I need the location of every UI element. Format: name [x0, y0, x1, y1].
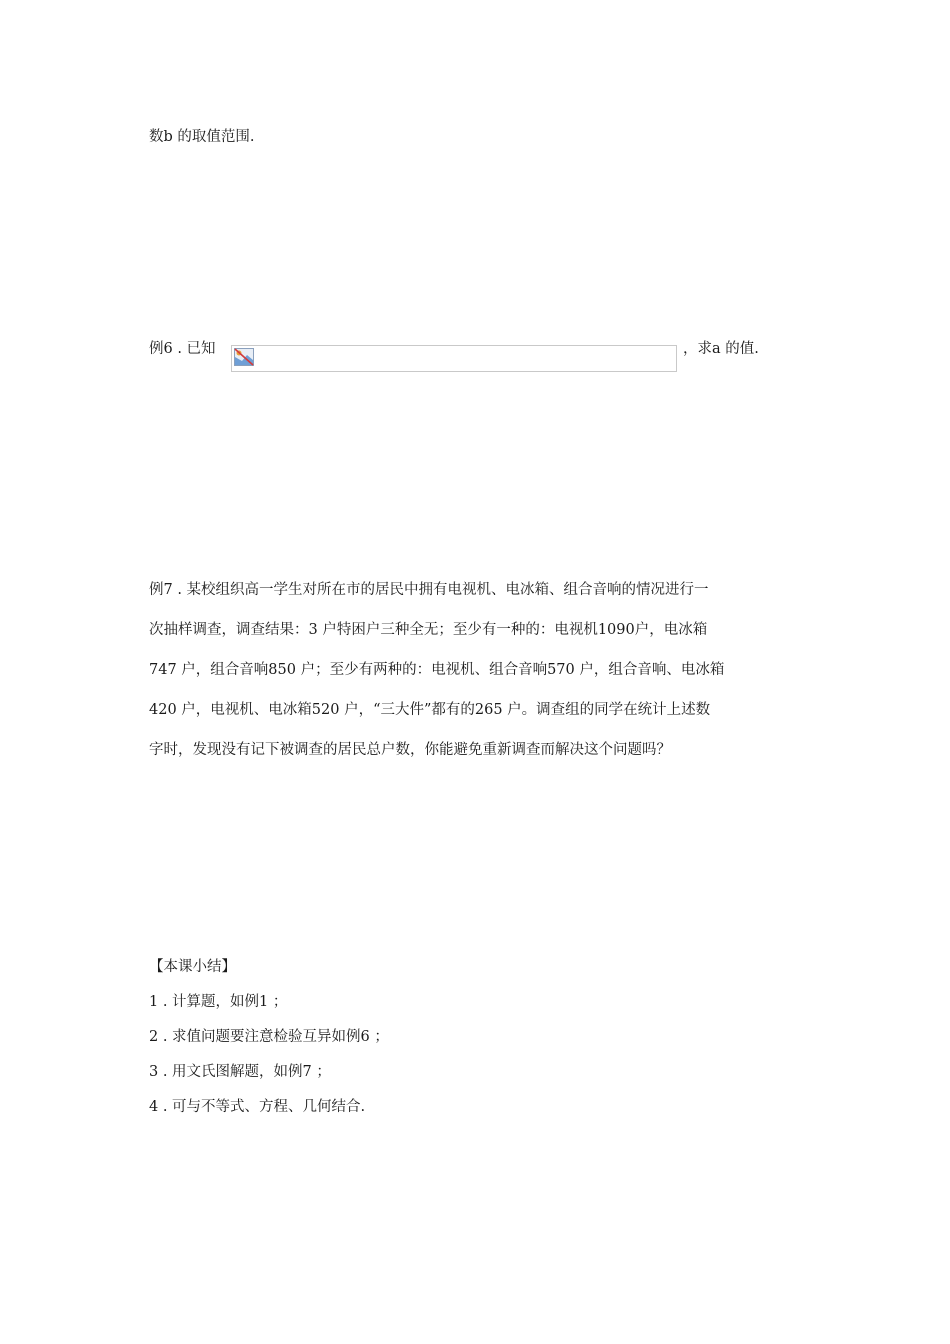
example7-line: 次抽样调查，调查结果：3 户特困户三种全无；至少有一种的：电视机1090户，电冰箱	[149, 622, 708, 638]
example7-line: 字时，发现没有记下被调查的居民总户数，你能避免重新调查而解决这个问题吗？	[149, 742, 671, 758]
range-question-tail: 数b 的取值范围.	[149, 129, 255, 145]
example7-paragraph	[149, 580, 809, 780]
example7-line: 747 户，组合音响850 户；至少有两种的：电视机、组合音响570 户，组合音响、电冰箱	[149, 662, 725, 678]
example7-line: 420 户，电视机、电冰箱520 户，“三大件”都有的265 户。调查组的同学在统计上述数	[149, 702, 711, 718]
summary-item: 4 . 可与不等式、方程、几何结合.	[149, 1099, 366, 1115]
summary-item: 3 . 用文氏图解题，如例7 ；	[149, 1064, 331, 1080]
broken-image-icon	[234, 348, 254, 366]
example6-suffix: ，求a 的值.	[683, 341, 759, 357]
summary-heading: 【本课小结】	[149, 959, 236, 975]
example6-prefix: 例6 . 已知	[149, 341, 216, 357]
example7-line: 例7 . 某校组织高一学生对所在市的居民中拥有电视机、电冰箱、组合音响的情况进行一	[149, 582, 709, 598]
summary-item: 2 . 求值问题要注意检验互异如例6 ；	[149, 1029, 389, 1045]
summary-item: 1 . 计算题，如例1 ；	[149, 994, 288, 1010]
formula-image-placeholder	[231, 345, 677, 372]
